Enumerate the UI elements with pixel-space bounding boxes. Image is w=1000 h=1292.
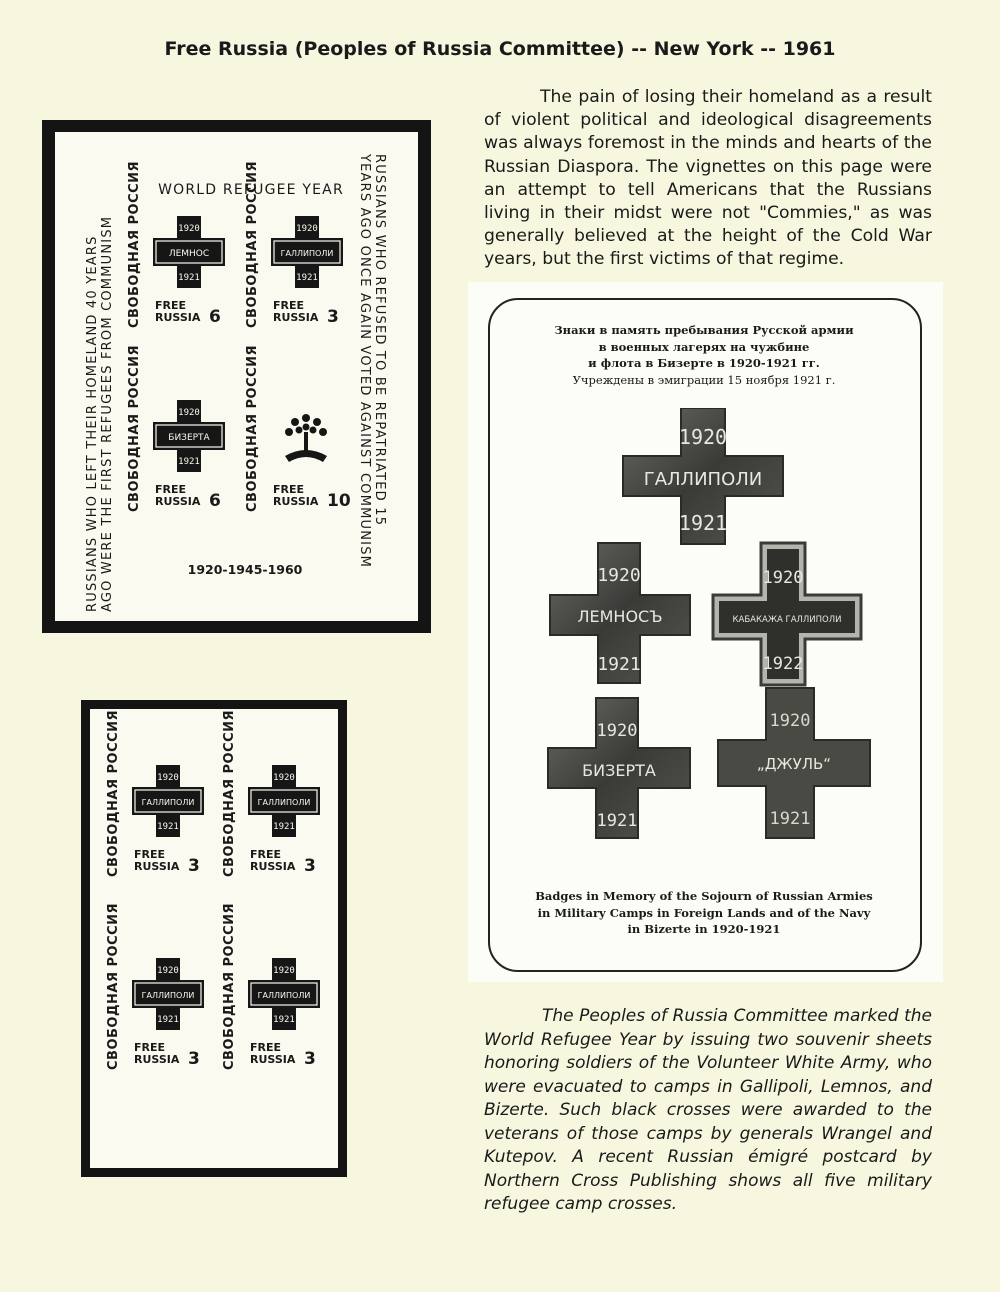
stamp-gallipoli: [106, 902, 216, 1087]
stamp-vertical-text: СВОБОДНАЯ РОССИЯ: [127, 160, 142, 328]
stamp-free-label: [250, 849, 295, 873]
cross-icon: [132, 765, 204, 837]
page-title: Free Russia (Peoples of Russia Committee) -- New York -- 1961: [164, 38, 836, 60]
stamp-value: 3: [327, 307, 339, 327]
badge-name: ГАЛЛИПОЛИ: [643, 469, 763, 490]
cross-year-bottom: 1921: [178, 457, 200, 467]
cross-icon: [248, 765, 320, 837]
stamp-vertical-text: СВОБОДНАЯ РОССИЯ: [106, 902, 121, 1070]
badge-bizerte: [548, 698, 690, 838]
left-inscription-line-1: RUSSIANS WHO LEFT THEIR HOMELAND 40 YEARS: [85, 235, 100, 612]
stamp-free-word: FREE: [273, 483, 305, 496]
postcard-heading: [488, 322, 920, 388]
postcard-caption-line-3: in Bizerte in 1920-1921: [627, 922, 781, 936]
stamp-russia-word: RUSSIA: [250, 1053, 296, 1066]
cross-name: ГАЛЛИПОЛИ: [257, 798, 311, 807]
stamp-free-label: [134, 1042, 179, 1066]
badge-gallipoli: [623, 408, 783, 544]
cross-name: ЛЕМНОС: [168, 249, 210, 259]
postcard-caption-line-1: Badges in Memory of the Sojourn of Russian Armies: [535, 889, 873, 903]
postcard-caption: [488, 888, 920, 938]
cross-name: ГАЛЛИПОЛИ: [257, 991, 311, 1000]
stamp-value: 3: [188, 1049, 200, 1069]
stamp-vertical-text: СВОБОДНАЯ РОССИЯ: [245, 160, 260, 328]
postcard-heading-line-2: в военных лагерях на чужбине: [598, 339, 810, 354]
badge-year-bottom: 1922: [762, 654, 804, 674]
cross-year-bottom: 1921: [157, 1015, 179, 1025]
badge-name: КАБАКАЖА ГАЛЛИПОЛИ: [732, 615, 842, 625]
stamp-free-word: FREE: [250, 848, 282, 861]
stamp-vertical-text: СВОБОДНАЯ РОССИЯ: [127, 344, 142, 512]
cross-name: БИЗЕРТА: [168, 433, 210, 443]
stamp-value: 6: [209, 491, 221, 511]
cross-year-bottom: 1921: [296, 273, 318, 283]
emigre-postcard: [468, 282, 943, 982]
cross-year-top: 1920: [296, 224, 318, 234]
stamp-free-word: FREE: [155, 299, 187, 312]
badge-year-top: 1920: [678, 425, 728, 449]
sheet-right-inscription: [357, 154, 387, 614]
cross-icon: [153, 400, 225, 472]
sheet-paper: [55, 132, 418, 621]
stamp-free-label: [134, 849, 179, 873]
stamp-russia-word: RUSSIA: [134, 1053, 180, 1066]
stamp-free-label: [155, 300, 200, 324]
stamp-gallipoli: [106, 709, 216, 894]
stamp-russia-word: RUSSIA: [250, 860, 296, 873]
stamp-russia-word: RUSSIA: [155, 495, 201, 508]
caption-paragraph: The Peoples of Russia Committee marked the World Refugee Year by issuing two souvenir sheets honoring soldiers of the Volunteer White Army, who were evacuated to camps in Gallipoli, Lemnos, and Bizerte. Such black crosses were awarded to the veterans of those camps by generals Wrangel and Kutepov. A recent Russian émigré postcard by Northern Cross Publishing shows all five military refugee camp crosses.: [484, 1006, 932, 1214]
cross-icon: [271, 216, 343, 288]
stamp-value: 10: [327, 491, 351, 511]
stamp-gallipoli: [222, 709, 332, 894]
cross-icon: [153, 216, 225, 288]
refugee-tree-icon: [271, 400, 341, 475]
stamp-russia-word: RUSSIA: [134, 860, 180, 873]
cross-year-bottom: 1921: [273, 822, 295, 832]
badge-dzhul: [718, 688, 870, 838]
badge-year-bottom: 1921: [596, 811, 638, 831]
badge-year-top: 1920: [762, 568, 804, 588]
sheet-header: WORLD REFUGEE YEAR: [158, 182, 344, 198]
stamp-free-word: FREE: [134, 1041, 166, 1054]
stamp-free-label: [250, 1042, 295, 1066]
badge-name: „ДЖУЛЬ“: [756, 755, 832, 773]
cross-year-top: 1920: [273, 773, 295, 783]
stamp-lemnos: [127, 160, 237, 345]
stamp-vertical-text: СВОБОДНАЯ РОССИЯ: [245, 344, 260, 512]
sheet-paper: [90, 709, 338, 1168]
stamp-free-word: FREE: [155, 483, 187, 496]
postcard-heading-line-4: Учреждены в эмиграции 15 ноября 1921 г.: [572, 372, 836, 387]
left-inscription-line-2: AGO WERE THE FIRST REFUGEES FROM COMMUNISM: [100, 215, 115, 612]
intro-paragraph: The pain of losing their homeland as a result of violent political and ideological disagreements was always foremost in the minds and hearts of the Russian Diaspora. The vignettes on this page were an attempt to tell Americans that the Russians living in their midst were not "Commies," as was generally believed at the height of the Cold War years, but the first victims of that regime.: [484, 87, 932, 270]
souvenir-sheet-gallipoli: [81, 700, 347, 1177]
stamp-free-label: [273, 300, 318, 324]
cross-year-bottom: 1921: [157, 822, 179, 832]
stamp-free-word: FREE: [134, 848, 166, 861]
right-inscription-line-1: RUSSIANS WHO REFUSED TO BE REPATRIATED 15: [372, 154, 387, 527]
badge-year-top: 1920: [596, 721, 638, 741]
stamp-vertical-text: СВОБОДНАЯ РОССИЯ: [106, 709, 121, 877]
stamp-russia-word: RUSSIA: [273, 495, 319, 508]
postcard-heading-line-1: Знаки в память пребывания Русской армии: [554, 323, 854, 337]
cross-year-top: 1920: [178, 408, 200, 418]
badge-year-top: 1920: [769, 711, 811, 731]
cross-name: ГАЛЛИПОЛИ: [141, 991, 195, 1000]
cross-year-top: 1920: [157, 966, 179, 976]
cross-name: ГАЛЛИПОЛИ: [280, 249, 334, 258]
stamp-russia-word: RUSSIA: [273, 311, 319, 324]
stamp-free-word: FREE: [250, 1041, 282, 1054]
cross-year-top: 1920: [178, 224, 200, 234]
stamp-value: 6: [209, 307, 221, 327]
souvenir-sheet-refugee-year: [42, 120, 431, 633]
badge-name: БИЗЕРТА: [582, 761, 656, 780]
badge-year-bottom: 1921: [597, 654, 641, 675]
postcard-heading-line-3: и флота в Бизерте в 1920-1921 гг.: [588, 356, 820, 370]
cross-icon: [132, 958, 204, 1030]
stamp-refugee-emblem: [245, 344, 355, 529]
cross-icon: [248, 958, 320, 1030]
badge-year-bottom: 1921: [678, 511, 728, 535]
stamp-vertical-text: СВОБОДНАЯ РОССИЯ: [222, 902, 237, 1070]
stamp-gallipoli: [222, 902, 332, 1087]
stamp-value: 3: [188, 856, 200, 876]
cross-year-top: 1920: [273, 966, 295, 976]
badge-name: ЛЕМНОСЪ: [577, 607, 663, 626]
stamp-free-word: FREE: [273, 299, 305, 312]
postcard-caption-line-2: in Military Camps in Foreign Lands and of the Navy: [537, 905, 871, 920]
badges-photo: [538, 408, 878, 858]
stamp-free-label: [155, 484, 200, 508]
right-inscription-line-2: YEARS AGO ONCE AGAIN VOTED AGAINST COMMUNISM: [357, 154, 372, 569]
stamp-bizerte: [127, 344, 237, 529]
badge-year-bottom: 1921: [769, 809, 811, 829]
cross-year-top: 1920: [157, 773, 179, 783]
badge-kabakdzha: [713, 543, 861, 685]
cross-year-bottom: 1921: [178, 273, 200, 283]
badge-lemnos: [550, 543, 690, 683]
stamp-value: 3: [304, 856, 316, 876]
badge-year-top: 1920: [597, 565, 641, 586]
stamp-russia-word: RUSSIA: [155, 311, 201, 324]
cross-name: ГАЛЛИПОЛИ: [141, 798, 195, 807]
cross-year-bottom: 1921: [273, 1015, 295, 1025]
sheet-years: 1920-1945-1960: [187, 562, 303, 577]
stamp-free-label: [273, 484, 318, 508]
sheet-left-inscription: [85, 152, 115, 612]
stamp-vertical-text: СВОБОДНАЯ РОССИЯ: [222, 709, 237, 877]
stamp-value: 3: [304, 1049, 316, 1069]
